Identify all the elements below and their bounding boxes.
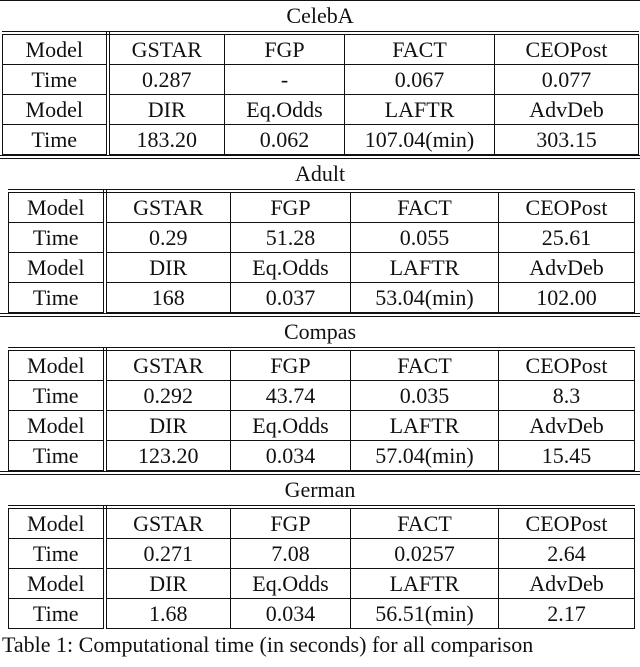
table-cell: Eq.Odds — [225, 95, 345, 125]
table-cell: 183.20 — [108, 125, 225, 155]
table-cell: 0.292 — [105, 381, 231, 411]
table-cell: 2.17 — [499, 599, 635, 629]
table-cell: 8.3 — [499, 381, 635, 411]
table-row — [9, 441, 635, 471]
section-title: Adult — [0, 155, 640, 189]
table-cell: 0.055 — [351, 223, 499, 253]
row-label: Time — [9, 539, 105, 569]
table-cell: AdvDeb — [499, 411, 635, 441]
section-grid — [8, 189, 635, 313]
section-german — [0, 471, 640, 629]
table-cell: 0.062 — [225, 125, 345, 155]
table-row — [9, 191, 635, 223]
table-cell: 0.067 — [345, 65, 495, 95]
table-cell: FGP — [231, 191, 351, 223]
section-title: CelebA — [0, 0, 640, 31]
section-title: German — [0, 471, 640, 505]
row-label: Model — [9, 191, 105, 223]
table-cell: CEOPost — [495, 33, 639, 65]
table-cell: GSTAR — [108, 33, 225, 65]
table-cell: 0.271 — [105, 539, 231, 569]
table-row — [9, 599, 635, 629]
section-grid — [8, 505, 635, 629]
table-row — [9, 569, 635, 599]
table-cell: DIR — [105, 569, 231, 599]
row-label: Time — [3, 65, 108, 95]
table-row — [3, 125, 639, 155]
row-label: Model — [9, 349, 105, 381]
row-label: Time — [3, 125, 108, 155]
table-cell: FACT — [351, 191, 499, 223]
table-cell: 303.15 — [495, 125, 639, 155]
table-cell: FACT — [345, 33, 495, 65]
table-row — [3, 33, 639, 65]
table-cell: FGP — [231, 507, 351, 539]
row-label: Model — [3, 33, 108, 65]
table-row — [9, 283, 635, 313]
table-row — [9, 507, 635, 539]
row-label: Time — [9, 441, 105, 471]
table-cell: 25.61 — [499, 223, 635, 253]
section-grid — [2, 31, 639, 155]
table-cell: CEOPost — [499, 507, 635, 539]
table-caption: Table 1: Computational time (in seconds) for all comparison — [2, 632, 534, 657]
table-cell: 51.28 — [231, 223, 351, 253]
row-label: Model — [9, 569, 105, 599]
section-grid — [8, 347, 635, 471]
row-label: Model — [3, 95, 108, 125]
table-cell: GSTAR — [105, 507, 231, 539]
section-title: Compas — [0, 313, 640, 347]
table-row — [9, 223, 635, 253]
table-cell: LAFTR — [345, 95, 495, 125]
table-cell: AdvDeb — [495, 95, 639, 125]
table-cell: 102.00 — [499, 283, 635, 313]
table-cell: 1.68 — [105, 599, 231, 629]
table-cell: 2.64 — [499, 539, 635, 569]
table-cell: 15.45 — [499, 441, 635, 471]
table-row — [9, 411, 635, 441]
table-cell: 0.034 — [231, 441, 351, 471]
row-label: Time — [9, 599, 105, 629]
table-cell: 56.51(min) — [351, 599, 499, 629]
table-cell: 43.74 — [231, 381, 351, 411]
table-cell: 0.287 — [108, 65, 225, 95]
row-label: Model — [9, 411, 105, 441]
table-cell: DIR — [105, 411, 231, 441]
table-row — [3, 95, 639, 125]
table-cell: AdvDeb — [499, 569, 635, 599]
table-cell: 0.077 — [495, 65, 639, 95]
table-cell: CEOPost — [499, 191, 635, 223]
table-cell: FGP — [231, 349, 351, 381]
table-cell: LAFTR — [351, 253, 499, 283]
table-cell: 0.035 — [351, 381, 499, 411]
table-cell: 0.29 — [105, 223, 231, 253]
table-cell: 107.04(min) — [345, 125, 495, 155]
table-cell: - — [225, 65, 345, 95]
table-cell: Eq.Odds — [231, 253, 351, 283]
table-cell: DIR — [105, 253, 231, 283]
table-cell: 0.0257 — [351, 539, 499, 569]
table-cell: 57.04(min) — [351, 441, 499, 471]
table-cell: 123.20 — [105, 441, 231, 471]
table-cell: GSTAR — [105, 349, 231, 381]
table-cell: DIR — [108, 95, 225, 125]
table-row — [9, 381, 635, 411]
row-label: Time — [9, 223, 105, 253]
table-cell: FACT — [351, 349, 499, 381]
table-cell: GSTAR — [105, 191, 231, 223]
section-celeba — [0, 0, 640, 155]
table-row — [9, 253, 635, 283]
row-label: Time — [9, 381, 105, 411]
table-cell: LAFTR — [351, 569, 499, 599]
table-cell: 168 — [105, 283, 231, 313]
table-cell: 53.04(min) — [351, 283, 499, 313]
table-row — [3, 65, 639, 95]
table-cell: AdvDeb — [499, 253, 635, 283]
table-cell: 0.034 — [231, 599, 351, 629]
table-cell: FACT — [351, 507, 499, 539]
table-cell: Eq.Odds — [231, 411, 351, 441]
table-cell: CEOPost — [499, 349, 635, 381]
row-label: Time — [9, 283, 105, 313]
table-cell: FGP — [225, 33, 345, 65]
row-label: Model — [9, 253, 105, 283]
table-row — [9, 349, 635, 381]
table-cell: 7.08 — [231, 539, 351, 569]
section-adult — [0, 155, 640, 313]
table-cell: 0.037 — [231, 283, 351, 313]
table-cell: Eq.Odds — [231, 569, 351, 599]
row-label: Model — [9, 507, 105, 539]
table-cell: LAFTR — [351, 411, 499, 441]
table-row — [9, 539, 635, 569]
section-compas — [0, 313, 640, 471]
